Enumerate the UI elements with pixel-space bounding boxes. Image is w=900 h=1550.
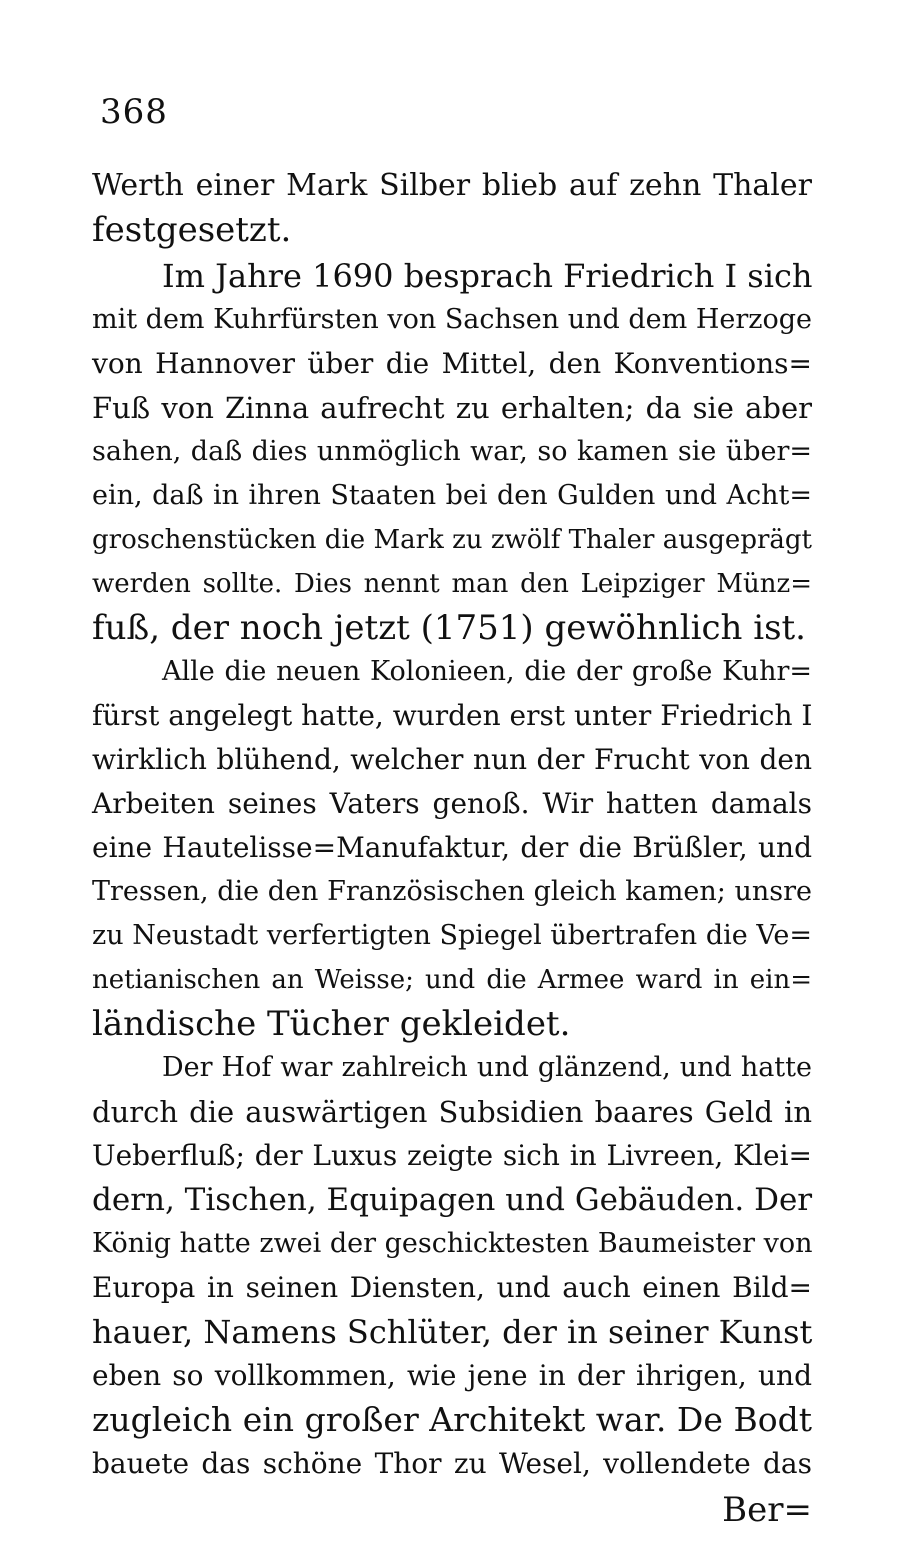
page-number: 368: [100, 92, 168, 132]
text-line: wirklich blühend, welcher nun der Frucht von den: [92, 743, 812, 776]
catchword: Ber=: [722, 1490, 812, 1530]
text-line: zugleich ein großer Architekt war. De Bodt: [92, 1400, 812, 1439]
text-line: hauer, Namens Schlüter, der in seiner Kunst: [92, 1313, 813, 1351]
text-line: mit dem Kuhrfürsten von Sachsen und dem Herzoge: [92, 304, 812, 335]
text-line: Ueberfluß; der Luxus zeigte sich in Livreen, Klei=: [92, 1139, 812, 1172]
text-line: sahen, daß dies unmöglich war, so kamen sie über=: [92, 436, 812, 467]
text-line: durch die auswärtigen Subsidien baares Geld in: [92, 1095, 812, 1129]
text-line: Werth einer Mark Silber blieb auf zehn Thaler: [92, 168, 812, 203]
paragraph-first-line: Im Jahre 1690 besprach Friedrich I sich: [162, 257, 813, 295]
text-line: werden sollte. Dies nennt man den Leipziger Münz=: [92, 569, 812, 599]
text-line: festgesetzt.: [92, 210, 292, 250]
text-line: Tressen, die den Französischen gleich kamen; unsre: [92, 876, 812, 907]
text-line: dern, Tischen, Equipagen und Gebäuden. Der: [92, 1182, 813, 1218]
text-line: netianischen an Weisse; und die Armee ward in ein=: [92, 965, 812, 995]
text-line: groschenstücken die Mark zu zwölf Thaler ausgeprägt: [92, 525, 812, 555]
text-line: eine Hautelisse=Manufaktur, der die Brüßler, und: [92, 831, 812, 864]
text-line: eben so vollkommen, wie jene in der ihrigen, und: [92, 1359, 812, 1392]
text-line: ein, daß in ihren Staaten bei den Gulden und Acht=: [92, 480, 812, 511]
text-line: von Hannover über die Mittel, den Konventions=: [92, 347, 812, 380]
text-line: fürst angelegt hatte, wurden erst unter Friedrich I: [92, 699, 813, 732]
text-line: ländische Tücher gekleidet.: [92, 1004, 571, 1044]
paragraph-first-line: Alle die neuen Kolonieen, die der große Kuhr=: [162, 656, 812, 687]
text-line: zu Neustadt verfertigten Spiegel übertrafen die Ve=: [92, 920, 812, 951]
text-line: Europa in seinen Diensten, und auch einen Bild=: [92, 1271, 812, 1304]
paragraph-first-line: Der Hof war zahlreich und glänzend, und hatte: [162, 1052, 812, 1083]
text-line: fuß, der noch jetzt (1751) gewöhnlich ist.: [92, 608, 806, 648]
text-line: Fuß von Zinna aufrecht zu erhalten; da sie aber: [92, 391, 812, 425]
text-line: bauete das schöne Thor zu Wesel, vollendete das: [92, 1447, 812, 1480]
text-line: König hatte zwei der geschicktesten Baumeister von: [92, 1228, 813, 1259]
text-line: Arbeiten seines Vaters genoß. Wir hatten damals: [92, 787, 812, 820]
